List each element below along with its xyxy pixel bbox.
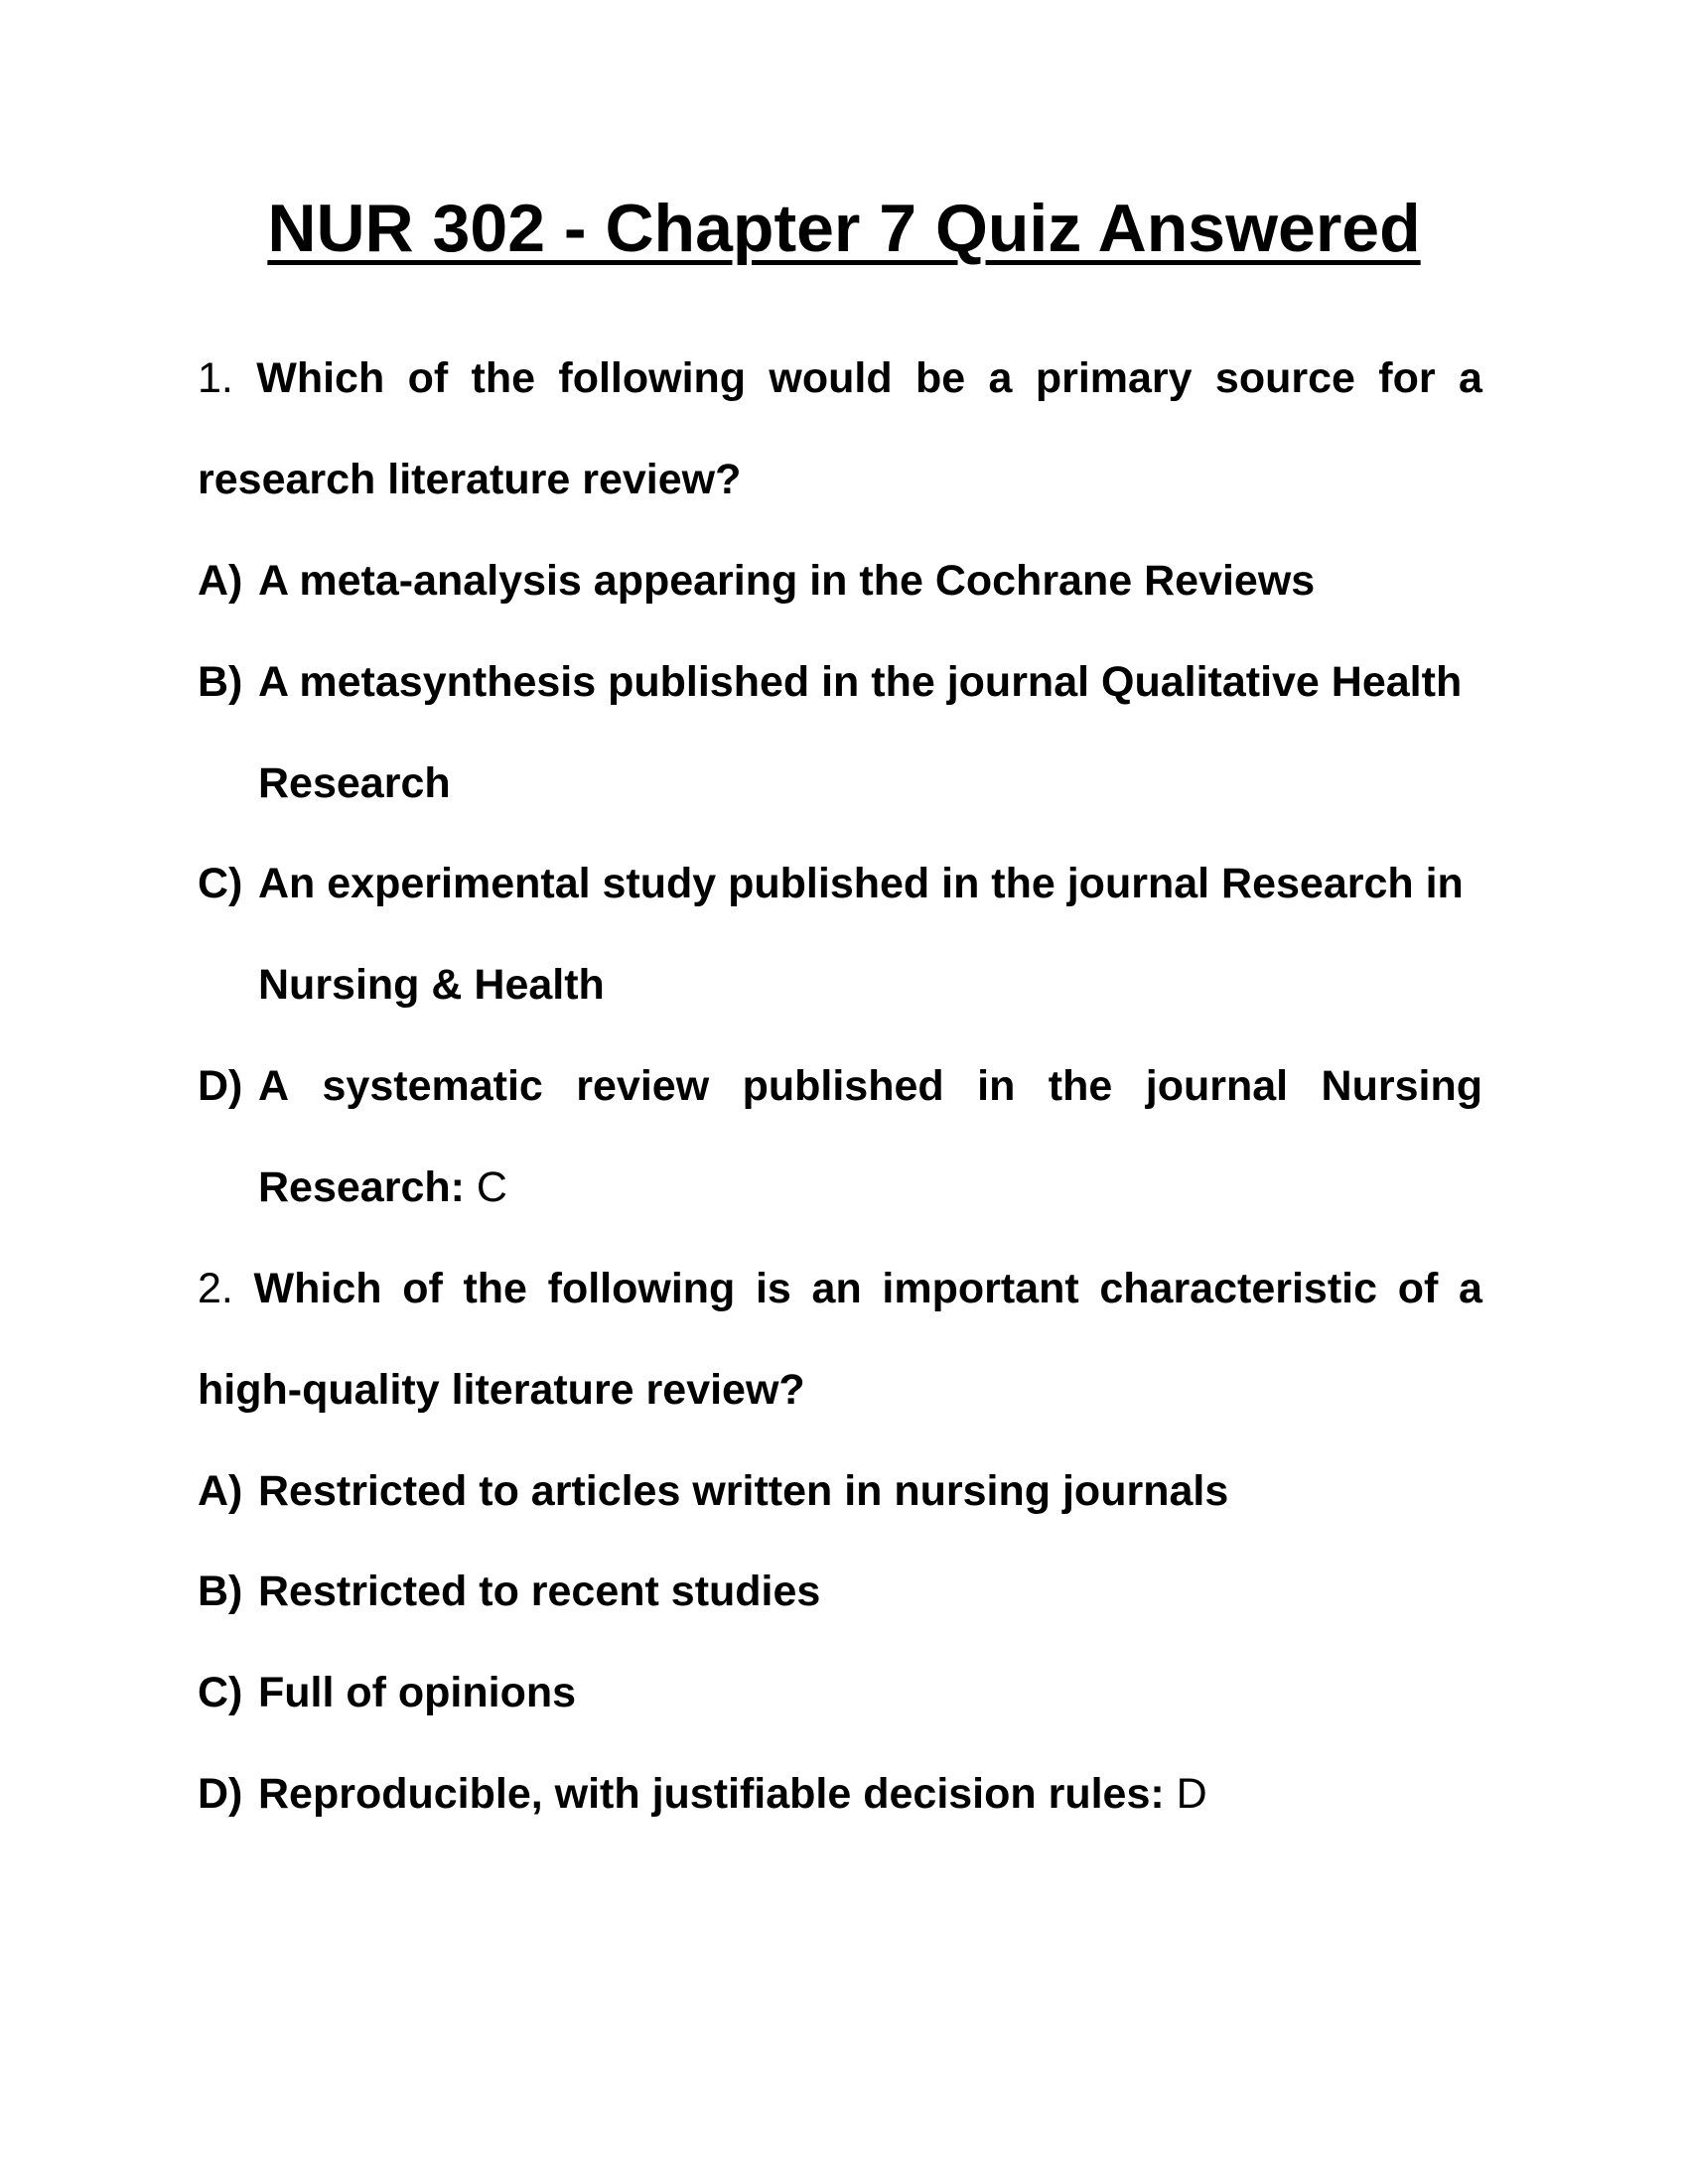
word: important [882, 1265, 1079, 1312]
page-title-text: NUR 302 - Chapter 7 Quiz Answered [267, 191, 1421, 266]
question-1-option-b-text-line-2: Research [258, 759, 451, 807]
word: the [1048, 1062, 1113, 1110]
word: of [402, 1265, 443, 1312]
question-1-option-d-text-part-2: Research: [258, 1163, 465, 1211]
word: in [977, 1062, 1016, 1110]
question-2-option-a-label: A) [198, 1467, 243, 1515]
question-1-answer: C [476, 1163, 507, 1211]
word: source [1214, 354, 1355, 402]
word: an [811, 1265, 862, 1312]
word: published [742, 1062, 944, 1110]
question-1-option-c-text-line-2: Nursing & Health [258, 961, 605, 1009]
word: systematic [322, 1062, 543, 1110]
word: review [576, 1062, 710, 1110]
question-1-line-2: research literature review? [198, 456, 742, 503]
question-1-line-1 [198, 354, 1482, 402]
question-2-option-b-label: B) [198, 1568, 243, 1615]
question-2-option-c-label: C) [198, 1669, 243, 1716]
word: following [547, 1265, 736, 1312]
word: of [407, 354, 449, 402]
question-1-option-b-label: B) [198, 658, 243, 706]
question-1-option-d-text-line-2 [258, 1163, 507, 1211]
word: a [988, 354, 1013, 402]
word: a [1458, 1265, 1482, 1312]
word: Nursing [1321, 1062, 1482, 1110]
word: would [769, 354, 893, 402]
question-2-line-1 [198, 1265, 1482, 1312]
question-2-option-d-label: D) [198, 1770, 243, 1818]
word: 1. [198, 354, 233, 402]
word: journal [1145, 1062, 1289, 1110]
word: for [1378, 354, 1436, 402]
question-1-option-c-label: C) [198, 860, 243, 907]
word: Which [253, 1265, 382, 1312]
question-2-option-d-text-part: Reproducible, with justifiable decision rules: [258, 1770, 1165, 1818]
question-2-option-a-text: Restricted to articles written in nursing journals [258, 1467, 1229, 1515]
word: is [755, 1265, 791, 1312]
word: characteristic [1099, 1265, 1378, 1312]
word: of [1397, 1265, 1439, 1312]
word: following [558, 354, 747, 402]
question-1-option-d-label: D) [198, 1062, 243, 1110]
question-2-option-c-text: Full of opinions [258, 1669, 577, 1716]
word: a [1458, 354, 1482, 402]
word: Which [256, 354, 385, 402]
word: A [258, 1062, 290, 1110]
word: be [914, 354, 966, 402]
word: primary [1035, 354, 1193, 402]
question-1-option-a-label: A) [198, 557, 243, 605]
question-1-option-d-text-line-1 [258, 1062, 1482, 1110]
question-1-option-c-text-line-1: An experimental study published in the journal Research in [258, 860, 1464, 907]
page-title [0, 191, 1688, 266]
question-1-option-a-text: A meta-analysis appearing in the Cochrane Reviews [258, 557, 1316, 605]
question-2-line-2: high-quality literature review? [198, 1366, 805, 1414]
word: the [463, 1265, 527, 1312]
word: 2. [198, 1265, 233, 1312]
question-2-answer: D [1176, 1770, 1207, 1818]
word: the [471, 354, 536, 402]
question-2-option-d-text [258, 1770, 1207, 1818]
question-2-option-b-text: Restricted to recent studies [258, 1568, 821, 1615]
question-1-option-b-text-line-1: A metasynthesis published in the journal Qualitative Health [258, 658, 1463, 706]
